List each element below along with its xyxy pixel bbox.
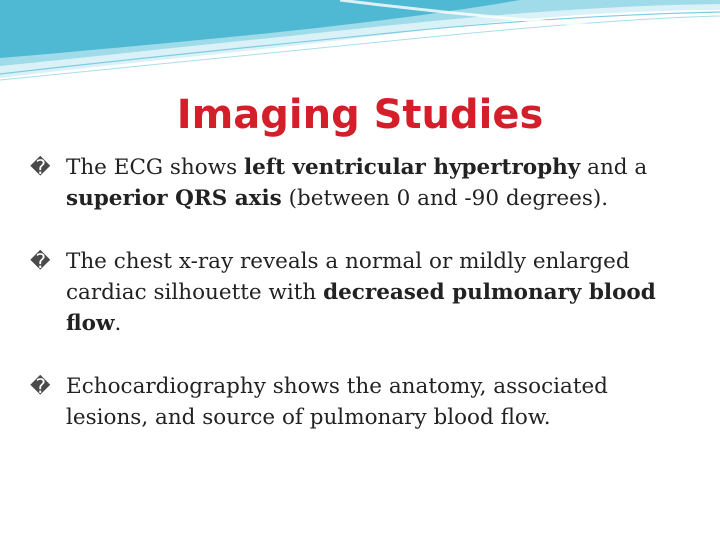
bullet-marker-icon: � [30,155,51,179]
bullet-text-part: (between 0 and -90 degrees). [281,186,609,211]
bullet-text-bold: left ventricular hypertrophy [244,155,581,180]
bullet-text-part: and a [580,155,648,180]
bullet-item [30,152,690,214]
bullet-text-bold: superior QRS axis [66,186,282,211]
bullet-marker-icon: � [30,374,51,398]
bullet-item [30,246,690,339]
bullet-marker-icon: � [30,249,51,273]
bullet-item [30,371,690,433]
bullet-list [30,152,690,465]
bullet-text-part: Echocardiography shows the anatomy, associated lesions, and source of pulmonary blood flow. [66,374,608,430]
bullet-text-part: . [114,311,122,336]
bullet-text-bold: decreased pulmonary blood flow [66,280,656,336]
header-wave-decoration [0,0,720,90]
bullet-text-part: The ECG shows [66,155,244,180]
bullet-text-part: The chest x-ray reveals a normal or mildly enlarged cardiac silhouette with [66,249,630,305]
slide-title: Imaging Studies [176,92,544,138]
